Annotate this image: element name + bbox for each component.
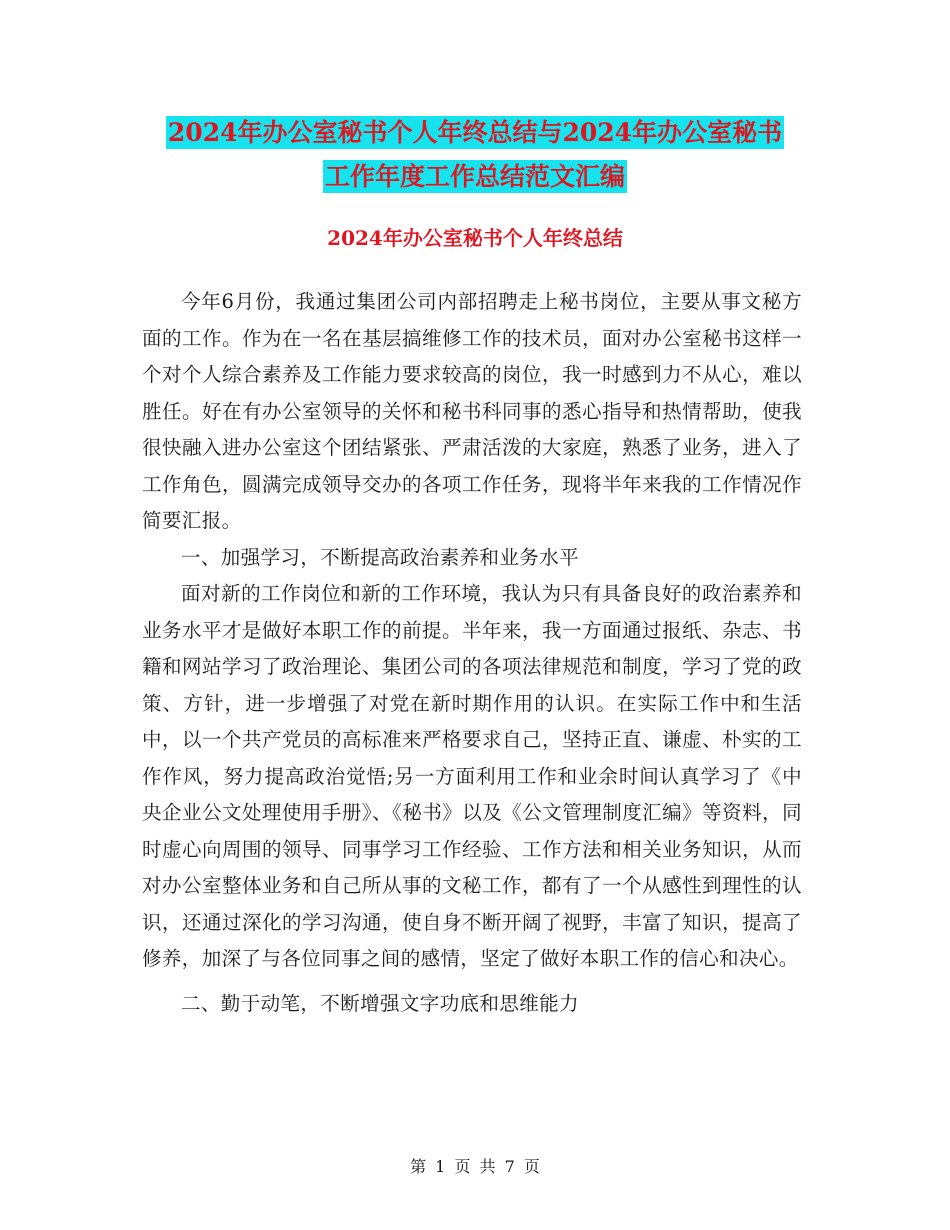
paragraph-heading: 二、勤于动笔，不断增强文字功底和思维能力	[181, 991, 580, 1015]
page-footer: 第 1 页 共 7 页	[410, 1157, 540, 1176]
document-title	[0, 111, 950, 199]
title-line-1: 2024年办公室秘书个人年终总结与2024年办公室秘书	[167, 118, 783, 147]
section-title: 2024年办公室秘书个人年终总结	[327, 226, 623, 250]
paragraph-heading: 一、加强学习，不断提高政治素养和业务水平	[181, 545, 580, 569]
body-text	[142, 284, 802, 1022]
paragraph: 今年6月份，我通过集团公司内部招聘走上秘书岗位，主要从事文秘方面的工作。作为在一名在基层搞维修工作的技术员，面对办公室秘书这样一个对个人综合素养及工作能力要求较高的岗位，我一时感到力不从心，难以胜任。好在有办公室领导的关怀和秘书科同事的悉心指导和热情帮助，使我很快融入进办公室这个团结紧张、严肃活泼的大家庭，熟悉了业务，进入了工作角色，圆满完成领导交办的各项工作任务，现将半年来我的工作情况作简要汇报。	[142, 290, 802, 532]
paragraph: 面对新的工作岗位和新的工作环境，我认为只有具备良好的政治素养和业务水平才是做好本职工作的前提。半年来，我一方面通过报纸、杂志、书籍和网站学习了政治理论、集团公司的各项法律规范和制度，学习了党的政策、方针，进一步增强了对党在新时期作用的认识。在实际工作中和生活中，以一个共产党员的高标准来严格要求自己，坚持正直、谦虚、朴实的工作作风，努力提高政治觉悟;另一方面利用工作和业余时间认真学习了《中央企业公文处理使用手册》、《秘书》以及《公文管理制度汇编》等资料，同时虚心向周围的领导、同事学习工作经验、工作方法和相关业务知识，从而对办公室整体业务和自己所从事的文秘工作，都有了一个从感性到理性的认识，还通过深化的学习沟通，使自身不断开阔了视野，丰富了知识，提高了修养，加深了与各位同事之间的感情，坚定了做好本职工作的信心和决心。	[142, 582, 802, 970]
title-line-2: 工作年度工作总结范文汇编	[324, 162, 625, 191]
